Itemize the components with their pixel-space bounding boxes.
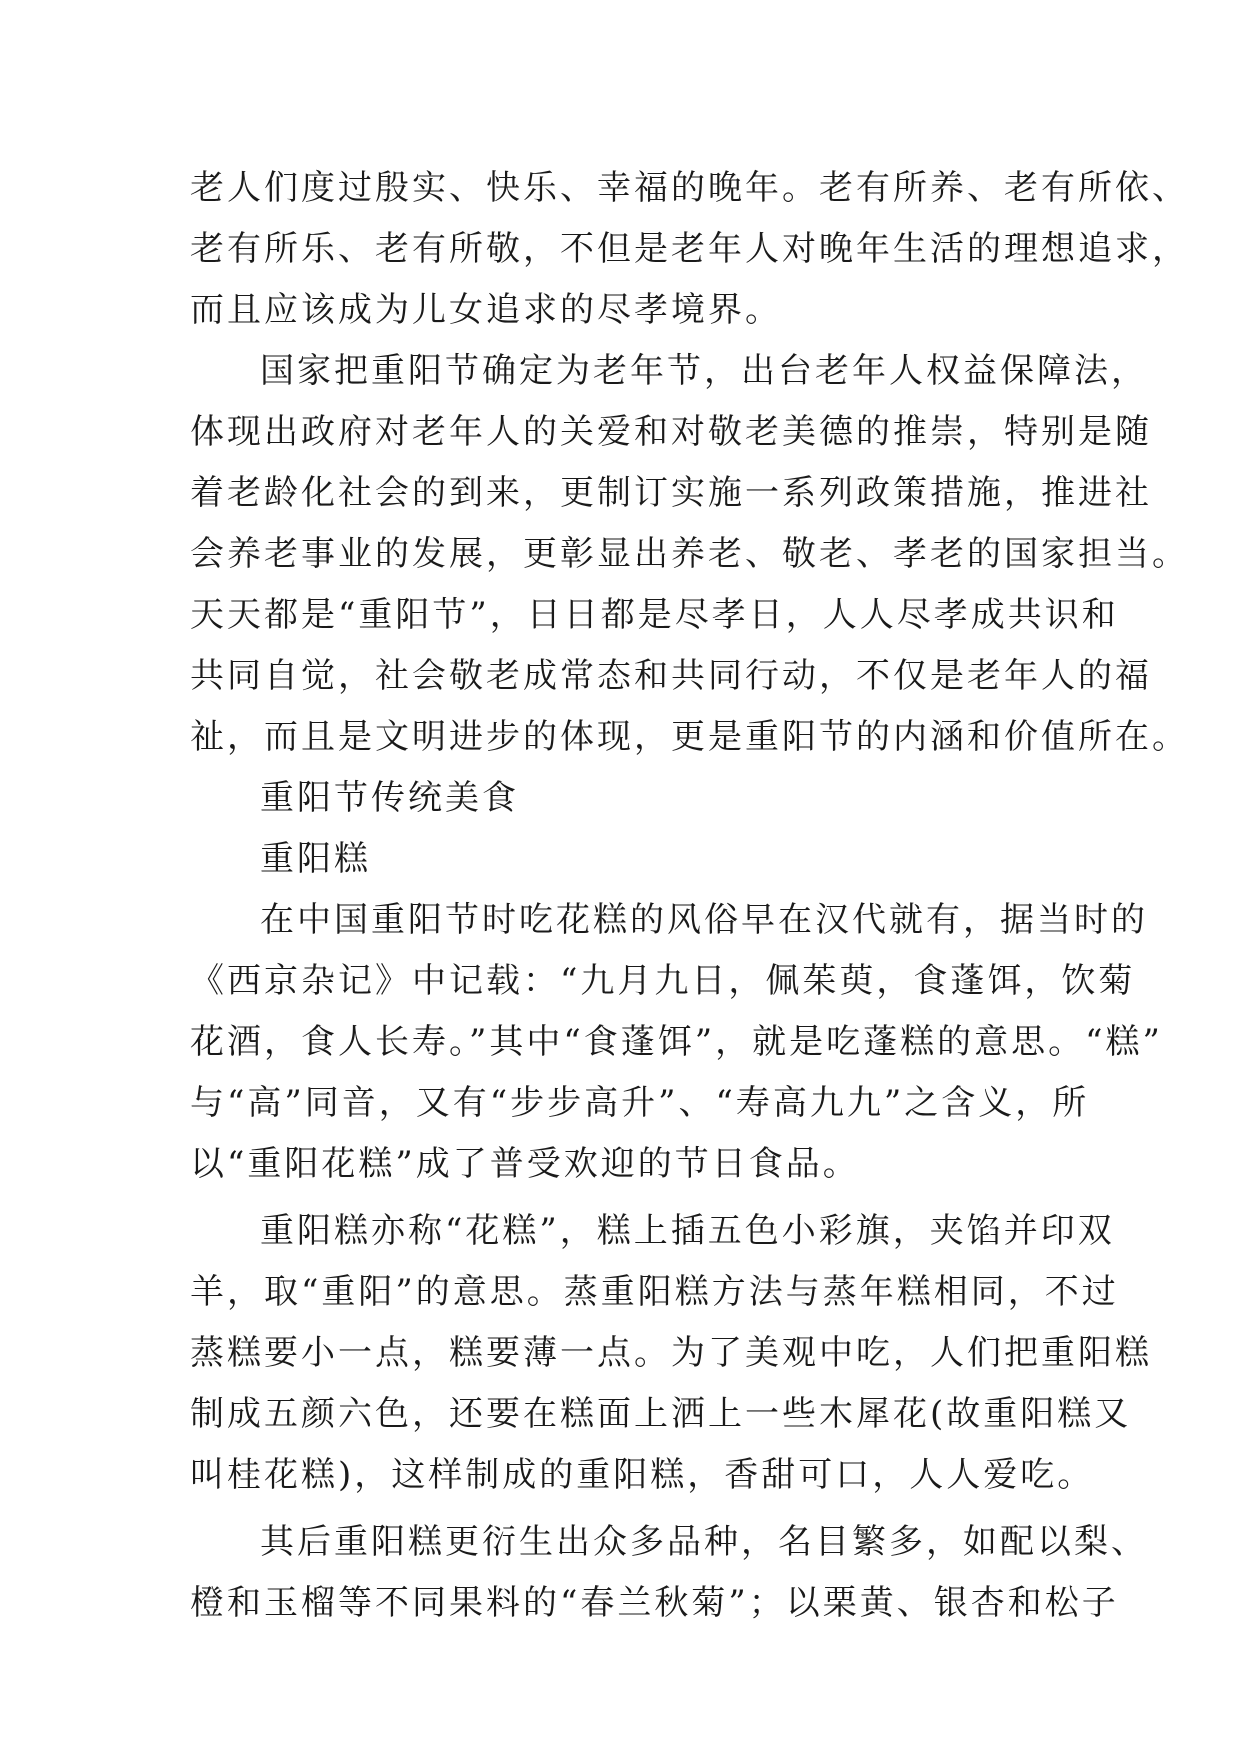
text-line: 祉，而且是文明进步的体现，更是重阳节的内涵和价值所在。 (190, 717, 1189, 757)
text-line: 老有所乐、老有所敬，不但是老年人对晚年生活的理想追求， (190, 229, 1189, 269)
text-line: 天天都是“重阳节”，日日都是尽孝日，人人尽孝成共识和 (190, 595, 1119, 635)
text-line: 老人们度过殷实、快乐、幸福的晚年。老有所养、老有所依、 (190, 168, 1189, 208)
text-line: 体现出政府对老年人的关爱和对敬老美德的推崇，特别是随 (190, 412, 1152, 452)
text-line: 共同自觉，社会敬老成常态和共同行动，不仅是老年人的福 (190, 656, 1152, 696)
text-line: 叫桂花糕)，这样制成的重阳糕，香甜可口，人人爱吃。 (190, 1455, 1095, 1495)
text-line: 橙和玉榴等不同果料的“春兰秋菊”；以栗黄、银杏和松子 (190, 1583, 1119, 1623)
text-line: 重阳糕亦称“花糕”，糕上插五色小彩旗，夹馅并印双 (260, 1211, 1115, 1251)
text-line: 《西京杂记》中记载：“九月九日，佩茱萸，食蓬饵，饮菊 (190, 961, 1136, 1001)
paragraph (190, 1201, 1152, 1506)
text-line: 与“高”同音，又有“步步高升”、“寿高九九”之含义，所 (190, 1083, 1090, 1123)
document-body (190, 158, 1189, 1634)
text-line: 国家把重阳节确定为老年节，出台老年人权益保障法， (260, 351, 1148, 391)
heading-text: 重阳糕 (260, 839, 371, 879)
text-line: 花酒，食人长寿。”其中“食蓬饵”，就是吃蓬糕的意思。“糕” (190, 1022, 1163, 1062)
text-line: 羊，取“重阳”的意思。蒸重阳糕方法与蒸年糕相同，不过 (190, 1272, 1119, 1312)
paragraph (190, 890, 1163, 1195)
text-line: 而且应该成为儿女追求的尽孝境界。 (190, 290, 782, 330)
text-line: 蒸糕要小一点，糕要薄一点。为了美观中吃，人们把重阳糕 (190, 1333, 1152, 1373)
text-line: 其后重阳糕更衍生出众多品种，名目繁多，如配以梨、 (260, 1522, 1148, 1562)
text-line: 制成五颜六色，还要在糕面上洒上一些木犀花(故重阳糕又 (190, 1394, 1132, 1434)
text-line: 在中国重阳节时吃花糕的风俗早在汉代就有，据当时的 (260, 900, 1148, 940)
text-line: 着老龄化社会的到来，更制订实施一系列政策措施，推进社 (190, 473, 1152, 513)
section-heading (190, 768, 1050, 829)
text-line: 以“重阳花糕”成了普受欢迎的节日食品。 (190, 1144, 860, 1184)
paragraph (190, 1512, 1148, 1634)
paragraph (190, 158, 1189, 341)
text-line: 会养老事业的发展，更彰显出养老、敬老、孝老的国家担当。 (190, 534, 1189, 574)
paragraph (190, 341, 1189, 768)
heading-text: 重阳节传统美食 (260, 778, 519, 818)
subsection-heading (190, 829, 1050, 890)
